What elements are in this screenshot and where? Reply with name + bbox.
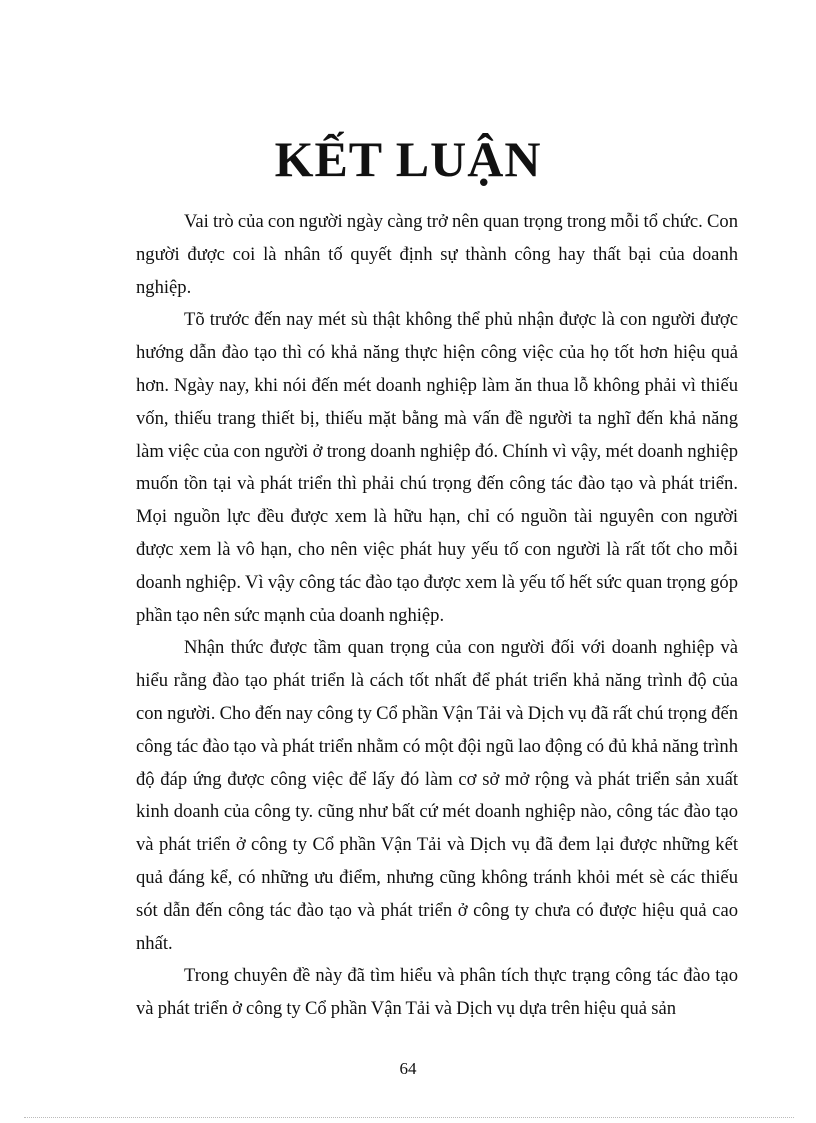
paragraph-4: Trong chuyên đề này đã tìm hiểu và phân tích thực trạng công tác đào tạo và phát triển ở công ty Cổ phần Vận Tải và Dịch vụ dựa trên hiệu quả sản xyxy=(136,965,738,1020)
paragraph-1: Vai trò của con người ngày càng trở nên quan trọng trong mỗi tổ chức. Con người được coi là nhân tố quyết định sự thành công hay thất bại của doanh nghiệp. xyxy=(136,211,738,298)
page-title: KẾT LUẬN xyxy=(274,131,542,187)
document-body xyxy=(136,206,738,1026)
paragraph-3: Nhận thức được tầm quan trọng của con người đối với doanh nghiệp và hiểu rằng đào tạo phát triển là cách tốt nhất để phát triển khả năng trình độ của con người. Cho đến nay công ty Cổ phần Vận Tải và Dịch vụ đã rất chú trọng đến công tác đào tạo và phát triển nhằm có một đội ngũ lao động có đủ khả năng trình độ đáp ứng được công việc để lấy đó làm cơ sở mở rộng và phát triển sản xuất kinh doanh của công ty. cũng như bất cứ mét doanh nghiệp nào, công tác đào tạo và phát triển ở công ty Cổ phần Vận Tải và Dịch vụ đã đem lại được những kết quả đáng kể, có những ưu điểm, nhưng cũng không tránh khỏi mét sè các thiếu sót dẫn đến công tác đào tạo và phát triển ở công ty chưa có được hiệu quả cao nhất. xyxy=(136,637,738,954)
page-number: 64 xyxy=(399,1059,417,1078)
paragraph-2: Tõ trước đến nay mét sù thật không thể phủ nhận được là con người được hướng dẫn đào tạo thì có khả năng thực hiện công việc của họ tốt hơn hiệu quả hơn. Ngày nay, khi nói đến mét doanh nghiệp làm ăn thua lỗ không phải vì thiếu vốn, thiếu trang thiết bị, thiếu mặt bằng mà vấn đề người ta nghĩ đến khả năng làm việc của con người ở trong doanh nghiệp đó. Chính vì vậy, mét doanh nghiệp muốn tồn tại và phát triển thì phải chú trọng đến công tác đào tạo và phát triển. Mọi nguồn lực đều được xem là hữu hạn, chỉ có nguồn tài nguyên con người được xem là vô hạn, cho nên việc phát huy yếu tố con người là rất tốt cho mỗi doanh nghiệp. Vì vậy công tác đào tạo được xem là yếu tố hết sức quan trọng góp phần tạo nên sức mạnh của doanh nghiệp. xyxy=(136,309,738,626)
footer-divider xyxy=(24,1117,794,1118)
